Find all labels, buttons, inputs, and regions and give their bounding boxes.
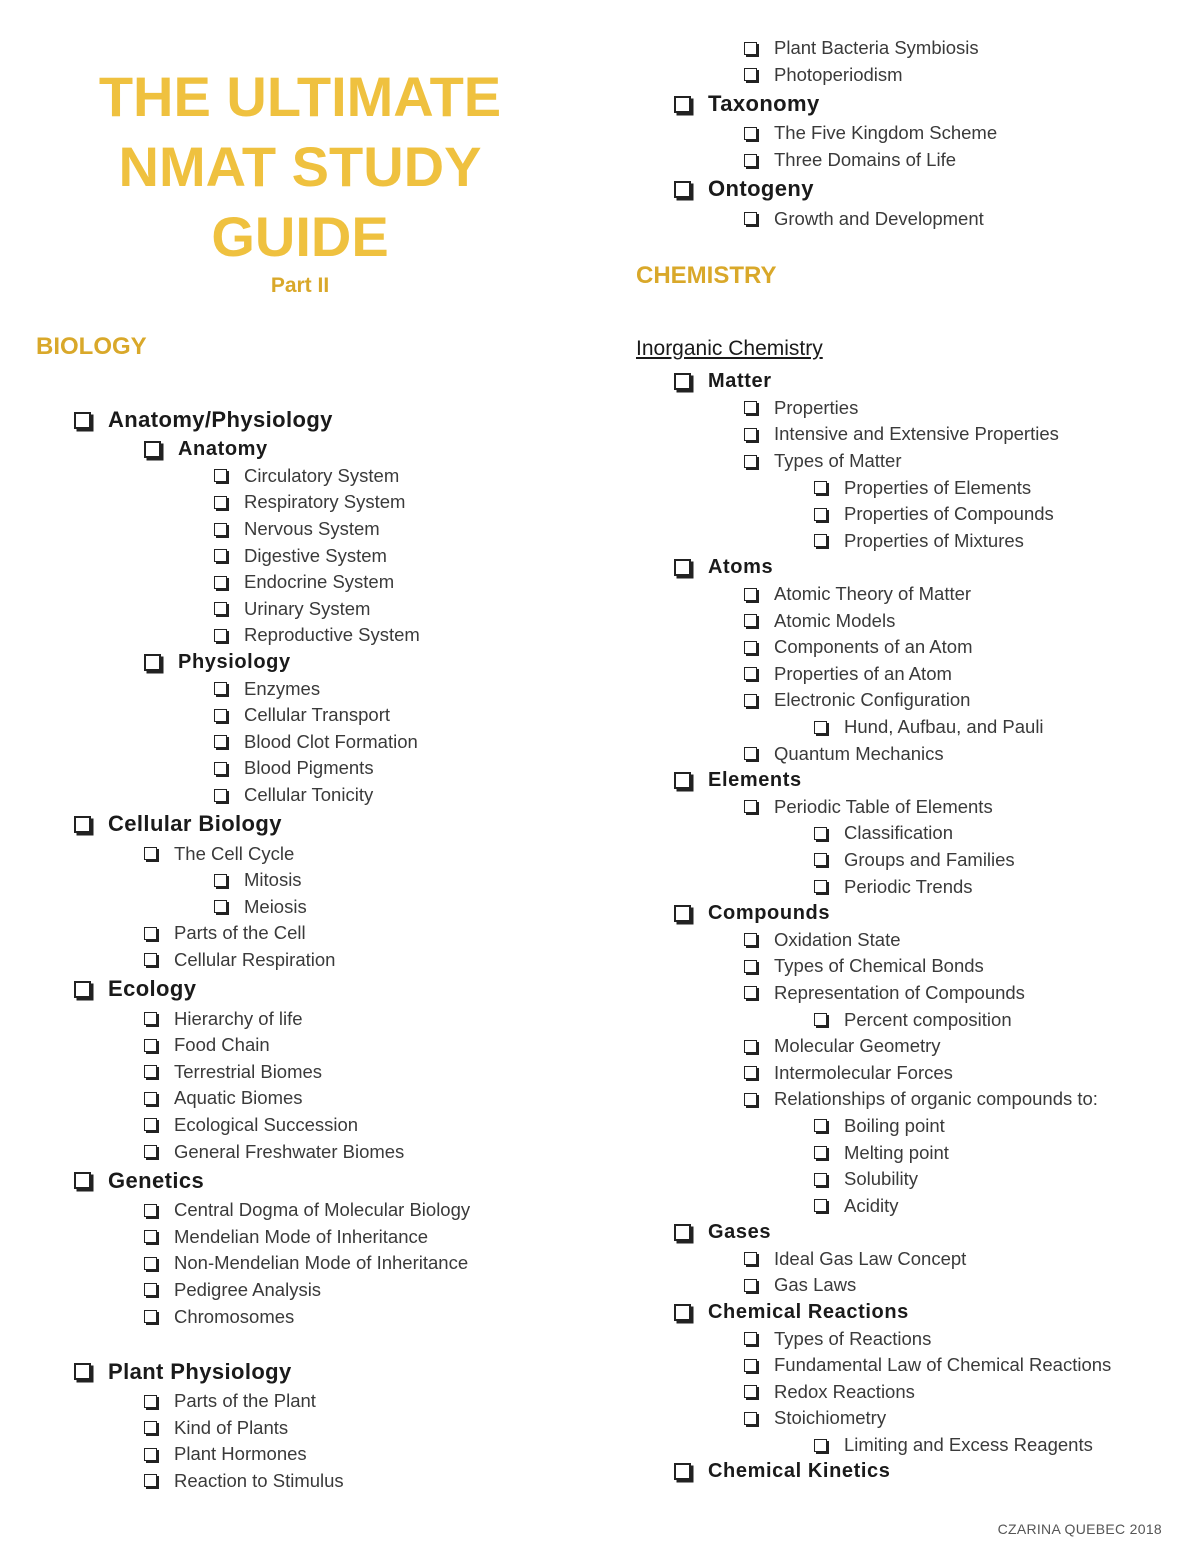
checklist-item: [674, 62, 997, 89]
checklist-item: [674, 1325, 1111, 1352]
checkbox-icon[interactable]: [674, 1304, 691, 1321]
checkbox-icon[interactable]: [674, 96, 691, 113]
checkbox-icon[interactable]: [144, 1065, 157, 1078]
checklist-item: [74, 1085, 470, 1112]
checklist-item-label: Ecology: [108, 976, 197, 1002]
checklist-item: [674, 395, 1111, 422]
checkbox-icon[interactable]: [214, 469, 227, 482]
checkbox-icon[interactable]: [214, 900, 227, 913]
checklist-item: [74, 1468, 470, 1495]
checklist-item-label: Matter: [708, 369, 772, 392]
checklist-item-label: Properties of Mixtures: [844, 529, 1024, 551]
checkbox-icon[interactable]: [144, 1204, 157, 1217]
checklist-item: [674, 120, 997, 147]
checklist-item-label: Urinary System: [244, 597, 371, 619]
checkbox-icon[interactable]: [744, 1385, 757, 1398]
checklist-item: [674, 873, 1111, 900]
checklist-item-label: Solubility: [844, 1168, 919, 1190]
checklist-item: [74, 808, 470, 840]
checkbox-icon[interactable]: [214, 576, 227, 589]
checkbox-icon[interactable]: [144, 1283, 157, 1296]
checkbox-icon[interactable]: [744, 1332, 757, 1345]
checkbox-icon[interactable]: [144, 1230, 157, 1243]
checkbox-icon[interactable]: [744, 588, 757, 601]
checklist-item: [74, 675, 470, 702]
checkbox-icon[interactable]: [214, 735, 227, 748]
checkbox-icon[interactable]: [144, 1421, 157, 1434]
checklist-item: [674, 847, 1111, 874]
checklist-item: [674, 1086, 1111, 1113]
checklist-item: [74, 649, 470, 676]
checklist-item-label: Representation of Compounds: [774, 981, 1025, 1003]
checklist-item: [674, 634, 1111, 661]
checklist-item-label: Endocrine System: [244, 571, 395, 593]
checklist-item: [74, 1197, 470, 1224]
checkbox-icon[interactable]: [214, 789, 227, 802]
checkbox-icon[interactable]: [814, 1199, 827, 1212]
checklist-item-label: Percent composition: [844, 1008, 1012, 1030]
checklist-item: [74, 1058, 470, 1085]
checklist-item-label: Cellular Biology: [108, 811, 282, 837]
checkbox-icon[interactable]: [214, 762, 227, 775]
checkbox-icon[interactable]: [814, 481, 827, 494]
checklist-item-label: Gases: [708, 1220, 772, 1243]
checklist-item: [674, 926, 1111, 953]
checklist-item-label: Gas Laws: [774, 1274, 857, 1296]
checklist-item-label: Central Dogma of Molecular Biology: [174, 1199, 471, 1221]
checkbox-icon[interactable]: [674, 1463, 691, 1480]
chemistry-checklist: [674, 368, 1111, 1485]
checklist-item: [674, 501, 1111, 528]
checklist-item: [674, 1113, 1111, 1140]
checklist-item-label: Classification: [844, 822, 953, 844]
checkbox-icon[interactable]: [674, 905, 691, 922]
checklist-item: [74, 1388, 470, 1415]
checklist-item: [674, 1379, 1111, 1406]
checklist-item: [74, 894, 470, 921]
checklist-item-label: Melting point: [844, 1141, 949, 1163]
checklist-item-label: Ideal Gas Law Concept: [774, 1247, 967, 1269]
checkbox-icon[interactable]: [814, 508, 827, 521]
checklist-item: [674, 368, 1111, 395]
checklist-item-label: Properties: [774, 396, 859, 418]
checkbox-icon[interactable]: [814, 1439, 827, 1452]
checklist-item: [74, 1165, 470, 1197]
checklist-item-label: Limiting and Excess Reagents: [844, 1434, 1093, 1456]
checkbox-icon[interactable]: [74, 1172, 91, 1189]
checklist-item: [74, 463, 470, 490]
checklist-item-label: Redox Reactions: [774, 1380, 915, 1402]
checklist-item-label: Plant Physiology: [108, 1358, 292, 1384]
checklist-item-label: Cellular Respiration: [174, 948, 336, 970]
checklist-item-label: Respiratory System: [244, 491, 406, 513]
checklist-item: [674, 528, 1111, 555]
checklist-item-label: Relationships of organic compounds to:: [774, 1088, 1098, 1110]
checklist-item-label: Ecological Succession: [174, 1113, 359, 1135]
checklist-item: [674, 607, 1111, 634]
checklist-item: [674, 581, 1111, 608]
checklist-item: [674, 1432, 1111, 1459]
checklist-item-label: Pedigree Analysis: [174, 1278, 322, 1300]
checklist-item-label: Cellular Transport: [244, 704, 391, 726]
checkbox-icon[interactable]: [814, 1173, 827, 1186]
checklist-item: [674, 740, 1111, 767]
checkbox-icon[interactable]: [814, 1119, 827, 1132]
checklist-item-label: Genetics: [108, 1167, 205, 1193]
checkbox-icon[interactable]: [744, 1359, 757, 1372]
checklist-item: [674, 980, 1111, 1007]
checkbox-icon[interactable]: [814, 1013, 827, 1026]
checklist-item-label: Plant Hormones: [174, 1443, 307, 1465]
checklist-item-label: Ontogeny: [708, 176, 814, 202]
checkbox-icon[interactable]: [814, 827, 827, 840]
checklist-item: [674, 1139, 1111, 1166]
checklist-item: [674, 820, 1111, 847]
checklist-item-label: Groups and Families: [844, 848, 1015, 870]
checklist-item: [674, 1059, 1111, 1086]
checkbox-icon[interactable]: [144, 847, 157, 860]
checklist-item-label: Atoms: [708, 555, 774, 578]
checklist-item-label: Atomic Models: [774, 609, 896, 631]
checklist-item-label: Mendelian Mode of Inheritance: [174, 1225, 429, 1247]
checklist-item: [674, 767, 1111, 794]
checkbox-icon[interactable]: [744, 68, 757, 81]
checklist-item-label: Anatomy: [178, 437, 268, 460]
checklist-item-label: Blood Pigments: [244, 757, 374, 779]
checklist-item: [674, 1272, 1111, 1299]
checkbox-icon[interactable]: [74, 981, 91, 998]
checkbox-icon[interactable]: [144, 1448, 157, 1461]
checklist-item: [74, 1138, 470, 1165]
checklist-item: [74, 1223, 470, 1250]
checklist-item-label: Parts of the Plant: [174, 1390, 316, 1412]
checkbox-icon[interactable]: [74, 1363, 91, 1380]
checklist-item: [674, 794, 1111, 821]
checklist-item: [674, 900, 1111, 927]
checkbox-icon[interactable]: [214, 682, 227, 695]
checklist-item: [674, 1219, 1111, 1246]
checkbox-icon[interactable]: [814, 880, 827, 893]
checkbox-icon[interactable]: [674, 373, 691, 390]
checklist-item: [674, 1192, 1111, 1219]
checkbox-icon[interactable]: [744, 667, 757, 680]
checklist-item-label: Elements: [708, 768, 802, 791]
checkbox-icon[interactable]: [744, 1040, 757, 1053]
checkbox-icon[interactable]: [744, 455, 757, 468]
checklist-item: [74, 516, 470, 543]
checklist-item-label: General Freshwater Biomes: [174, 1140, 405, 1162]
checklist-item-label: Anatomy/Physiology: [108, 407, 333, 432]
checklist-item-label: Three Domains of Life: [774, 149, 957, 171]
checklist-item: [674, 661, 1111, 688]
checklist-item: [74, 404, 470, 436]
checklist-item: [674, 1033, 1111, 1060]
checklist-item: [74, 1303, 470, 1330]
section-heading-chemistry: CHEMISTRY: [636, 262, 777, 289]
checklist-item-label: Periodic Table of Elements: [774, 795, 993, 817]
checklist-item: [74, 947, 470, 974]
checklist-item-label: Properties of Elements: [844, 476, 1032, 498]
checkbox-icon[interactable]: [674, 181, 691, 198]
checklist-item: [674, 1405, 1111, 1432]
checkbox-icon[interactable]: [744, 747, 757, 760]
checklist-item-label: Mitosis: [244, 869, 302, 891]
checklist-item-label: Aquatic Biomes: [174, 1087, 303, 1109]
footer-credit: CZARINA QUEBEC 2018: [997, 1521, 1162, 1537]
checklist-item: [74, 867, 470, 894]
checkbox-icon[interactable]: [144, 1118, 157, 1131]
checklist-item: [74, 1112, 470, 1139]
checkbox-icon[interactable]: [214, 496, 227, 509]
checklist-item-label: Chemical Reactions: [708, 1300, 909, 1323]
checkbox-icon[interactable]: [744, 986, 757, 999]
checklist-item-label: Growth and Development: [774, 207, 984, 229]
checklist-item: [674, 205, 997, 232]
checklist-item-label: Taxonomy: [708, 91, 820, 117]
checklist-item: [74, 920, 470, 947]
checklist-item-label: Photoperiodism: [774, 63, 903, 85]
checkbox-icon[interactable]: [74, 816, 91, 833]
checklist-item: [674, 687, 1111, 714]
biology-checklist: [74, 404, 470, 1494]
checklist-item: [74, 1250, 470, 1277]
checklist-item-label: Types of Matter: [774, 450, 902, 472]
checklist-item-label: Components of an Atom: [774, 636, 973, 658]
checklist-item-label: Food Chain: [174, 1034, 270, 1056]
checklist-item: [74, 729, 470, 756]
checklist-item-label: Chromosomes: [174, 1305, 295, 1327]
checklist-item: [74, 1414, 470, 1441]
checklist-item-label: Properties of an Atom: [774, 662, 952, 684]
checkbox-icon[interactable]: [744, 933, 757, 946]
checklist-item-label: Intensive and Extensive Properties: [774, 423, 1059, 445]
checklist-item-label: Intermolecular Forces: [774, 1061, 953, 1083]
checklist-item-label: Oxidation State: [774, 928, 901, 950]
checkbox-icon[interactable]: [744, 428, 757, 441]
checkbox-icon[interactable]: [744, 401, 757, 414]
checkbox-icon[interactable]: [744, 1093, 757, 1106]
checklist-item-label: Circulatory System: [244, 464, 400, 486]
checkbox-icon[interactable]: [214, 523, 227, 536]
checklist-item-label: Hund, Aufbau, and Pauli: [844, 716, 1044, 738]
checklist-item-label: Quantum Mechanics: [774, 742, 944, 764]
checkbox-icon[interactable]: [744, 1066, 757, 1079]
checkbox-icon[interactable]: [144, 1257, 157, 1270]
checkbox-icon[interactable]: [744, 154, 757, 167]
title-line: THE ULTIMATE: [98, 65, 502, 128]
checklist-item-label: Compounds: [708, 901, 831, 924]
checkbox-icon[interactable]: [214, 874, 227, 887]
checklist-item: [74, 436, 470, 463]
checklist-item: [674, 953, 1111, 980]
checklist-item: [674, 1458, 1111, 1485]
checklist-item-label: The Five Kingdom Scheme: [774, 122, 998, 144]
title-line: GUIDE: [211, 205, 389, 268]
checklist-item-label: Parts of the Cell: [174, 922, 306, 944]
checkbox-icon[interactable]: [674, 559, 691, 576]
checklist-item-label: Molecular Geometry: [774, 1035, 941, 1057]
checkbox-icon[interactable]: [214, 629, 227, 642]
checkbox-icon[interactable]: [214, 602, 227, 615]
checklist-item-label: Cellular Tonicity: [244, 784, 374, 806]
checklist-item-label: Stoichiometry: [774, 1407, 887, 1429]
title-line: NMAT STUDY: [118, 135, 482, 198]
checklist-item-label: Kind of Plants: [174, 1416, 289, 1438]
checklist-item-label: Reproductive System: [244, 624, 420, 646]
checklist-item-label: Types of Reactions: [774, 1327, 932, 1349]
checkbox-icon[interactable]: [814, 1146, 827, 1159]
checklist-item-label: Blood Clot Formation: [244, 730, 418, 752]
checklist-item: [674, 35, 997, 62]
checklist-item-label: Chemical Kinetics: [708, 1460, 891, 1483]
checklist-item: [74, 1005, 470, 1032]
checklist-item-label: The Cell Cycle: [174, 842, 295, 864]
checklist-item-label: Properties of Compounds: [844, 503, 1054, 525]
part-subtitle: Part II: [270, 274, 330, 297]
checklist-item-label: Reaction to Stimulus: [174, 1469, 344, 1491]
checklist-item: [674, 474, 1111, 501]
checkbox-icon[interactable]: [744, 614, 757, 627]
checkbox-icon[interactable]: [144, 1039, 157, 1052]
checklist-item: [74, 973, 470, 1005]
checklist-item-label: Terrestrial Biomes: [174, 1060, 323, 1082]
checkbox-icon[interactable]: [674, 772, 691, 789]
checklist-item: [674, 554, 1111, 581]
checkbox-icon[interactable]: [744, 960, 757, 973]
checklist-item: [674, 1246, 1111, 1273]
checklist-item: [74, 542, 470, 569]
checkbox-icon[interactable]: [744, 694, 757, 707]
checkbox-icon[interactable]: [144, 441, 161, 458]
checkbox-icon[interactable]: [144, 1474, 157, 1487]
checklist-item-label: Digestive System: [244, 544, 387, 566]
checklist-item: [74, 622, 470, 649]
checklist-item: [74, 755, 470, 782]
checklist-item-label: Plant Bacteria Symbiosis: [774, 37, 979, 59]
checklist-item: [74, 840, 470, 867]
checkbox-icon[interactable]: [674, 1224, 691, 1241]
checklist-item: [674, 1166, 1111, 1193]
checkbox-icon[interactable]: [144, 1145, 157, 1158]
document-title: [40, 62, 560, 272]
checkbox-icon[interactable]: [144, 1012, 157, 1025]
checkbox-icon[interactable]: [744, 127, 757, 140]
checklist-item: [74, 596, 470, 623]
checklist-item: [74, 702, 470, 729]
checkbox-icon[interactable]: [744, 800, 757, 813]
checkbox-icon[interactable]: [144, 1395, 157, 1408]
checklist-item-label: Nervous System: [244, 518, 380, 540]
checkbox-icon[interactable]: [214, 709, 227, 722]
checkbox-icon[interactable]: [814, 534, 827, 547]
checklist-item-label: Non-Mendelian Mode of Inheritance: [174, 1252, 469, 1274]
section-heading-biology: BIOLOGY: [36, 333, 147, 360]
checklist-item: [74, 1277, 470, 1304]
checklist-item-label: Electronic Configuration: [774, 689, 971, 711]
checklist-item: [74, 1441, 470, 1468]
checklist-item: [674, 147, 997, 174]
checklist-item-label: Hierarchy of life: [174, 1007, 303, 1029]
checklist-item-label: Acidity: [844, 1194, 899, 1216]
checkbox-icon[interactable]: [744, 42, 757, 55]
checklist-item-label: Types of Chemical Bonds: [774, 955, 984, 977]
checklist-item: [74, 782, 470, 809]
checklist-item: [674, 173, 997, 205]
checklist-item-label: Meiosis: [244, 895, 307, 917]
checklist-item-label: Atomic Theory of Matter: [774, 583, 972, 605]
checkbox-icon[interactable]: [744, 212, 757, 225]
checklist-item: [674, 421, 1111, 448]
checkbox-icon[interactable]: [214, 549, 227, 562]
checklist-item: [674, 1006, 1111, 1033]
checklist-item: [674, 1352, 1111, 1379]
checkbox-icon[interactable]: [744, 1252, 757, 1265]
checklist-item: [74, 1032, 470, 1059]
subheading-inorganic-chemistry: Inorganic Chemistry: [636, 337, 823, 360]
checklist-item-label: Physiology: [178, 650, 291, 673]
checkbox-icon[interactable]: [744, 641, 757, 654]
checklist-item: [674, 88, 997, 120]
checklist-item: [74, 489, 470, 516]
checklist-item: [74, 1356, 470, 1388]
checkbox-icon[interactable]: [814, 853, 827, 866]
checklist-item-label: Periodic Trends: [844, 875, 973, 897]
checkbox-icon[interactable]: [144, 927, 157, 940]
checklist-item-label: Fundamental Law of Chemical Reactions: [774, 1354, 1112, 1376]
checkbox-icon[interactable]: [144, 953, 157, 966]
checkbox-icon[interactable]: [74, 412, 91, 429]
checkbox-icon[interactable]: [744, 1412, 757, 1425]
checklist-item: [674, 448, 1111, 475]
checklist-item: [674, 714, 1111, 741]
checkbox-icon[interactable]: [144, 654, 161, 671]
biology-checklist-continued: [674, 35, 997, 232]
checkbox-icon[interactable]: [144, 1092, 157, 1105]
checkbox-icon[interactable]: [744, 1279, 757, 1292]
checkbox-icon[interactable]: [814, 721, 827, 734]
checklist-item-label: Enzymes: [244, 677, 321, 699]
checklist-item: [674, 1299, 1111, 1326]
checkbox-icon[interactable]: [144, 1310, 157, 1323]
checklist-item: [74, 569, 470, 596]
checklist-item-label: Boiling point: [844, 1114, 945, 1136]
